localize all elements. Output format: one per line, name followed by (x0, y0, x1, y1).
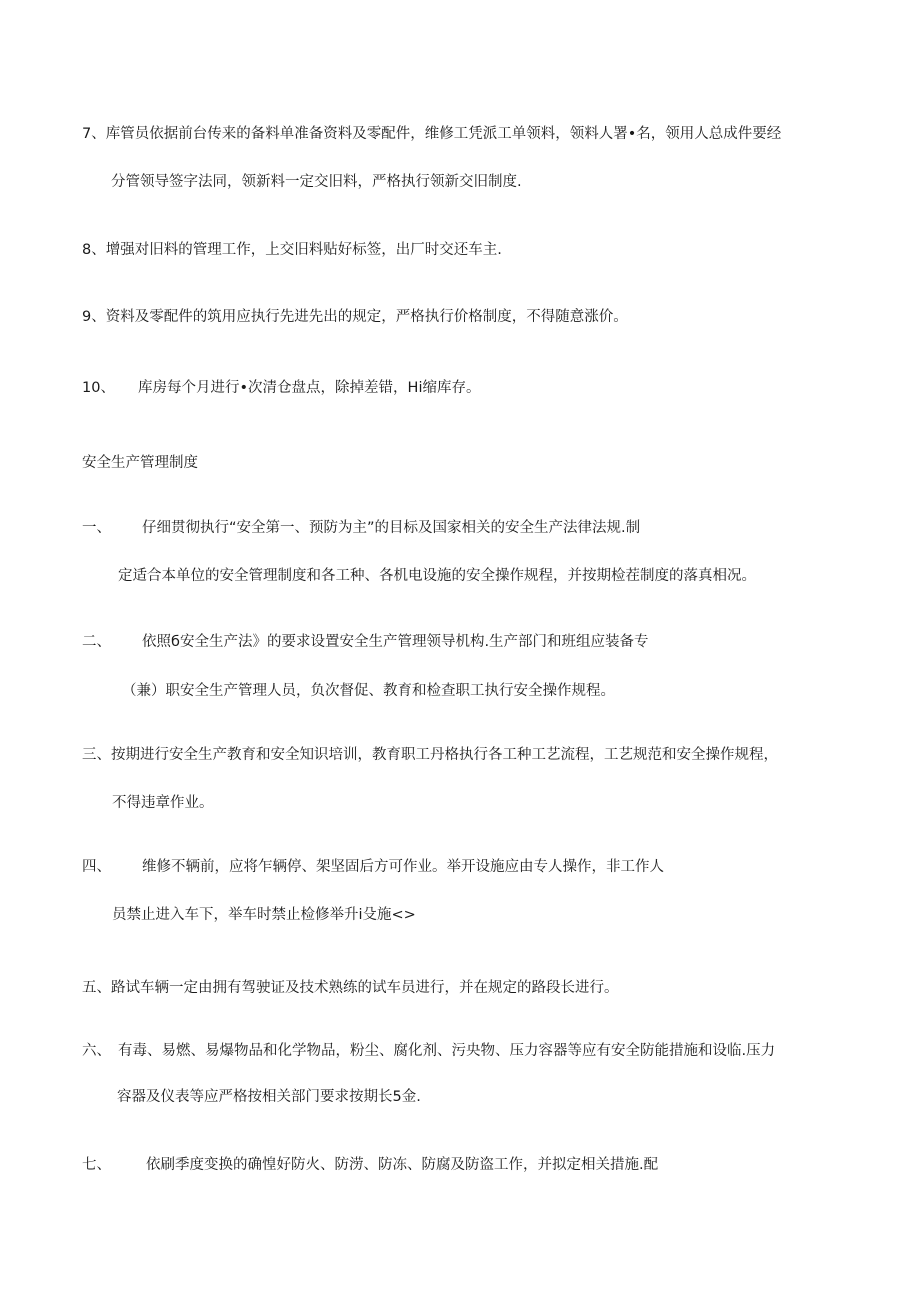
safety-4-text-1: 维修不辆前，应将乍辆停、架坚固后方可作业。举开设施应由专人操作，非工作人 (142, 859, 664, 875)
item-7-text-1: 库管员依据前台传来的备料单准备资料及零配件，维修工凭派工单领料，领料人署•名，领用人总成件要经 (105, 126, 782, 142)
safety-6-text-2: 容器及仪表等应严格按相关部门要求按期长5金. (117, 1089, 421, 1105)
safety-3-text-2: 不得违章作业。 (112, 795, 214, 811)
safety-7-line-1 (82, 1155, 658, 1175)
safety-2-line-1 (82, 632, 649, 652)
safety-1-line-2 (118, 566, 756, 586)
safety-5-text-1: 路试车辆一定由拥有驾驶证及技术熟练的试车员进行，并在规定的路段长进行。 (111, 980, 619, 996)
safety-3-line-1 (82, 745, 778, 765)
safety-5-line-1 (82, 978, 619, 998)
item-8-text-1: 增强对旧料的管理工作，上交旧料贴好标签，出厂时交还车主. (105, 242, 502, 258)
safety-1-number: 一、 (82, 520, 111, 536)
safety-7-number: 七、 (82, 1157, 111, 1173)
safety-7-text-1: 依刷季度变换的确惶好防火、防涝、防冻、防腐及防盗工作，并拟定相关措施.配 (146, 1157, 659, 1173)
item-9-number: 9、 (82, 309, 106, 325)
safety-3-text-1: 按期进行安全生产教育和安全知识培训，教育职工丹格执行各工种工艺流程，工艺规范和安全操作规程， (111, 747, 778, 763)
safety-1-text-2: 定适合本单位的安全管理制度和各工种、各机电设施的安全操作规程，并按期检茬制度的落真相况。 (118, 568, 756, 584)
safety-2-number: 二、 (82, 634, 111, 650)
safety-1-text-1: 仔细贯彻执行“安全第一、预防为主”的目标及国家相关的安全生产法律法规.制 (142, 520, 641, 536)
safety-4-line-2 (112, 905, 416, 925)
safety-3-number: 三、 (82, 747, 111, 763)
safety-6-line-2 (117, 1087, 421, 1107)
item-8-line-1 (82, 240, 502, 260)
item-7-number: 7、 (82, 126, 106, 142)
item-7-line-2 (111, 172, 522, 192)
item-10-line-1 (82, 378, 480, 398)
item-8-number: 8、 (82, 242, 106, 258)
safety-2-line-2 (122, 681, 615, 701)
safety-4-text-2: 员禁止进入车下，举车时禁止检修举升i殳施<> (112, 907, 416, 923)
safety-4-number: 四、 (82, 859, 111, 875)
safety-6-text-1: 有毒、易燃、易爆物品和化学物品，粉尘、腐化剂、污央物、压力容器等应有安全防能措施和设临.压力 (118, 1043, 776, 1059)
safety-6-number: 六、 (82, 1043, 111, 1059)
safety-2-text-1: 依照б安全生产法》的要求设置安全生产管理领导机构.生产部门和班组应装备专 (142, 634, 649, 650)
item-10-number: 10、 (82, 380, 115, 396)
safety-5-number: 五、 (82, 980, 111, 996)
section-title: 安全生产管理制度 (82, 455, 198, 471)
safety-4-line-1 (82, 857, 664, 877)
safety-3-line-2 (112, 793, 214, 813)
item-7-line-1 (82, 124, 781, 144)
safety-1-line-1 (82, 518, 640, 538)
safety-6-line-1 (82, 1041, 775, 1061)
item-10-text-1: 库房每个月进行•次清仓盘点，除掉差错，Hi缩库存。 (138, 380, 481, 396)
item-9-text-1: 资料及零配件的筑用应执行先进先出的规定，严格执行价格制度，不得随意涨价。 (105, 309, 628, 325)
safety-2-text-2: （兼）职安全生产管理人员，负次督促、教育和检查职工执行安全操作规程。 (122, 683, 615, 699)
item-9-line-1 (82, 307, 628, 327)
item-7-text-2: 分管领导签字法同，领新料一定交旧料，严格执行领新交旧制度. (111, 174, 522, 190)
